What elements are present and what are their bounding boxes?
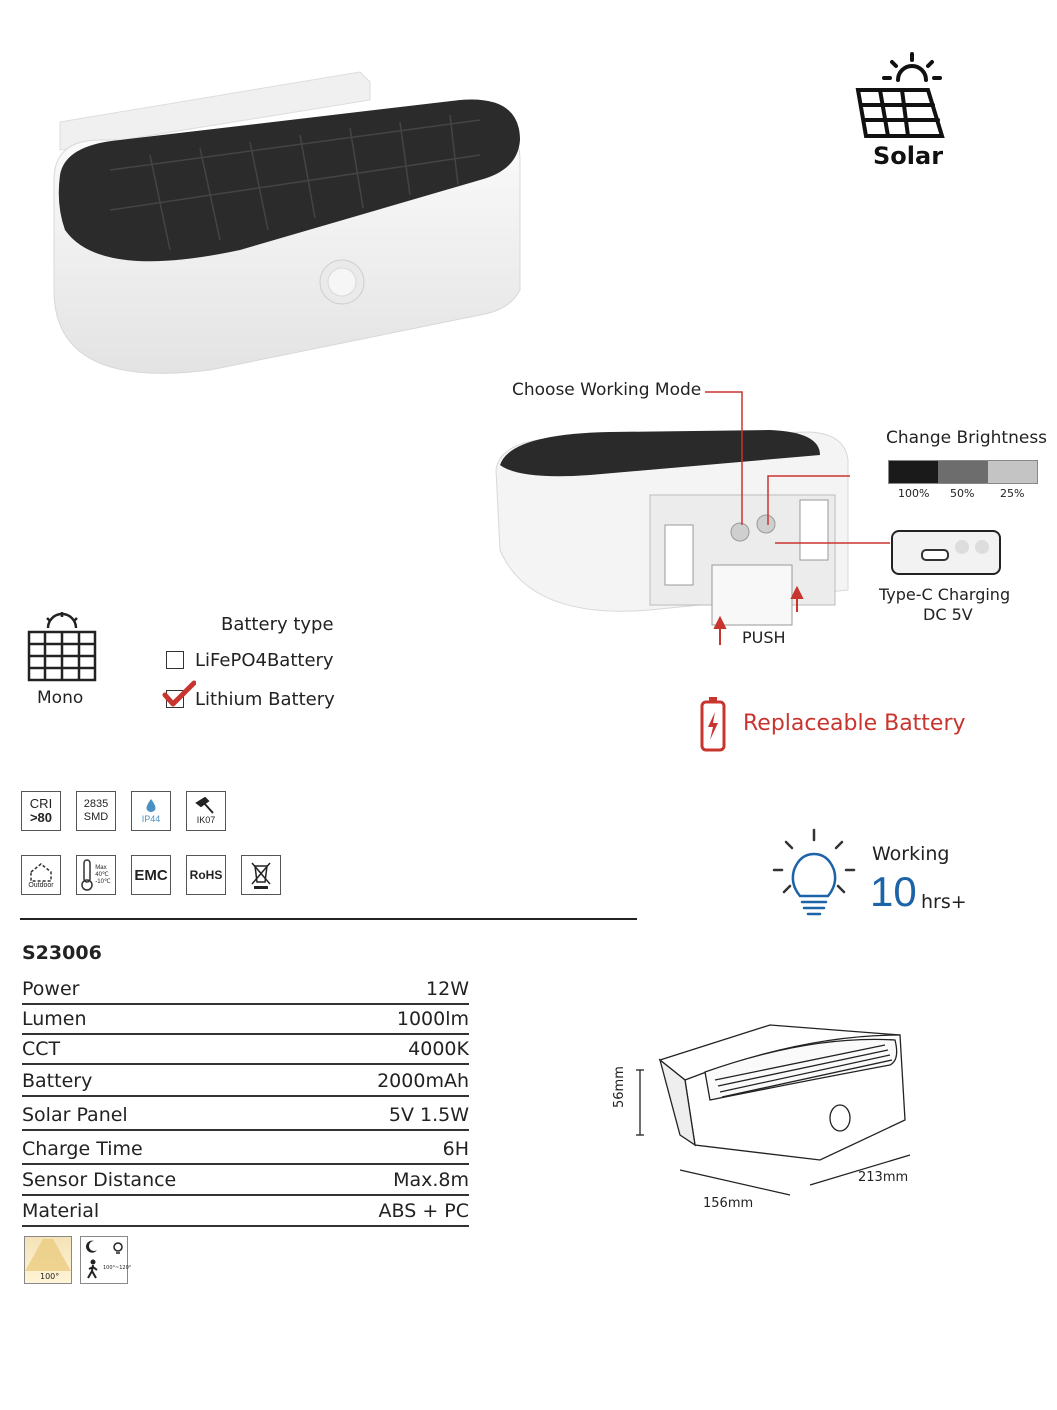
section-divider [20, 918, 637, 920]
mono-label: Mono [37, 688, 84, 708]
brightness-scale [888, 460, 1038, 484]
brightness-100-swatch [889, 461, 938, 483]
callout-dc-5v: DC 5V [923, 605, 973, 624]
spec-value: 6H [442, 1138, 469, 1160]
spec-row-sensor-distance [22, 1166, 469, 1196]
brightness-level-100: 100% [898, 487, 930, 500]
temp-max-label: Max [95, 864, 107, 871]
solar-label: Solar [873, 142, 944, 170]
hammer-icon [195, 797, 217, 815]
smd-label: SMD [83, 811, 109, 823]
ik07-badge [186, 791, 226, 831]
dimension-width-label: 156mm [703, 1196, 754, 1211]
spec-value: 4000K [408, 1038, 469, 1060]
spec-row-battery [22, 1067, 469, 1097]
brightness-50-swatch [938, 461, 987, 483]
spec-row-solar-panel [22, 1101, 469, 1131]
spec-name: Battery [22, 1070, 93, 1092]
battery-icon [700, 696, 726, 752]
usb-c-port-icon [921, 549, 949, 561]
spec-name: Charge Time [22, 1138, 143, 1160]
checkmark-icon [162, 680, 196, 708]
spec-value: 5V 1.5W [388, 1104, 469, 1126]
lithium-label: Lithium Battery [195, 689, 335, 710]
spec-row-cct [22, 1035, 469, 1065]
sensor-angle-label: 100°~120° [103, 1265, 132, 1271]
brightness-25-swatch [988, 461, 1037, 483]
spec-row-charge-time [22, 1135, 469, 1165]
spec-row-power [22, 975, 469, 1005]
weee-bin-icon [249, 860, 273, 890]
brightness-level-25: 25% [1000, 487, 1025, 500]
callout-change-brightness: Change Brightness [886, 428, 1048, 448]
smd-number: 2835 [83, 798, 109, 810]
spec-name: Solar Panel [22, 1104, 128, 1126]
temperature-badge [76, 855, 116, 895]
dimension-depth-label: 213mm [858, 1170, 909, 1185]
spec-name: Material [22, 1200, 100, 1222]
spec-value: Max.8m [393, 1169, 469, 1191]
thermometer-icon [81, 859, 93, 891]
beam-cone-icon [25, 1237, 71, 1271]
water-drop-icon [144, 798, 158, 814]
callout-type-c-charging: Type-C Charging [879, 585, 1011, 604]
rohs-badge [186, 855, 226, 895]
beam-angle-label: 100° [40, 1272, 60, 1281]
type-c-port-inset [891, 530, 1001, 575]
rohs-label: RoHS [189, 868, 223, 882]
spec-row-material [22, 1197, 469, 1227]
spec-name: Sensor Distance [22, 1169, 177, 1191]
cri-value: >80 [29, 810, 53, 825]
light-bulb-icon [772, 828, 856, 922]
working-label: Working [872, 843, 950, 865]
outdoor-house-icon [28, 862, 54, 882]
ip44-badge [131, 791, 171, 831]
lifepo4-label: LiFePO4Battery [195, 650, 334, 671]
spec-name: Lumen [22, 1008, 87, 1030]
dimension-drawing [610, 1010, 930, 1220]
lifepo4-checkbox[interactable] [166, 651, 184, 669]
battery-type-heading: Battery type [221, 614, 334, 635]
spec-name: Power [22, 978, 80, 1000]
ik07-label: IK07 [196, 815, 216, 825]
mono-panel-icon [25, 612, 99, 684]
spec-value: 2000mAh [377, 1070, 469, 1092]
callout-working-mode: Choose Working Mode [512, 380, 702, 400]
sensor-bulb-icon [111, 1241, 125, 1255]
working-hours-unit: hrs+ [921, 891, 967, 913]
brightness-level-50: 50% [950, 487, 975, 500]
temp-min-value: -10℃ [95, 878, 111, 885]
spec-value: ABS + PC [378, 1200, 469, 1222]
replaceable-battery-label: Replaceable Battery [743, 711, 966, 736]
working-hours-value: 10 [870, 868, 917, 915]
motion-sensor-badge [80, 1236, 132, 1284]
model-number: S23006 [22, 942, 102, 964]
person-walking-icon [86, 1259, 100, 1279]
outdoor-label: Outdoor [28, 881, 54, 889]
spec-value: 12W [426, 978, 469, 1000]
spec-name: CCT [22, 1038, 61, 1060]
callout-push: PUSH [742, 628, 786, 647]
temp-max-value: 40℃ [95, 871, 109, 878]
beam-angle-badge [24, 1236, 72, 1284]
cri-label: CRI [29, 796, 53, 811]
spec-row-lumen [22, 1005, 469, 1035]
smd-badge [76, 791, 116, 831]
ip44-label: IP44 [141, 814, 161, 824]
moon-icon [84, 1240, 98, 1254]
weee-badge [241, 855, 281, 895]
button-nub-icon [975, 540, 989, 554]
button-nub-icon [955, 540, 969, 554]
spec-value: 1000lm [396, 1008, 469, 1030]
dimension-height-label: 56mm [612, 1066, 627, 1108]
outdoor-badge [21, 855, 61, 895]
emc-badge [131, 855, 171, 895]
emc-label: EMC [134, 866, 168, 884]
cri-badge [21, 791, 61, 831]
